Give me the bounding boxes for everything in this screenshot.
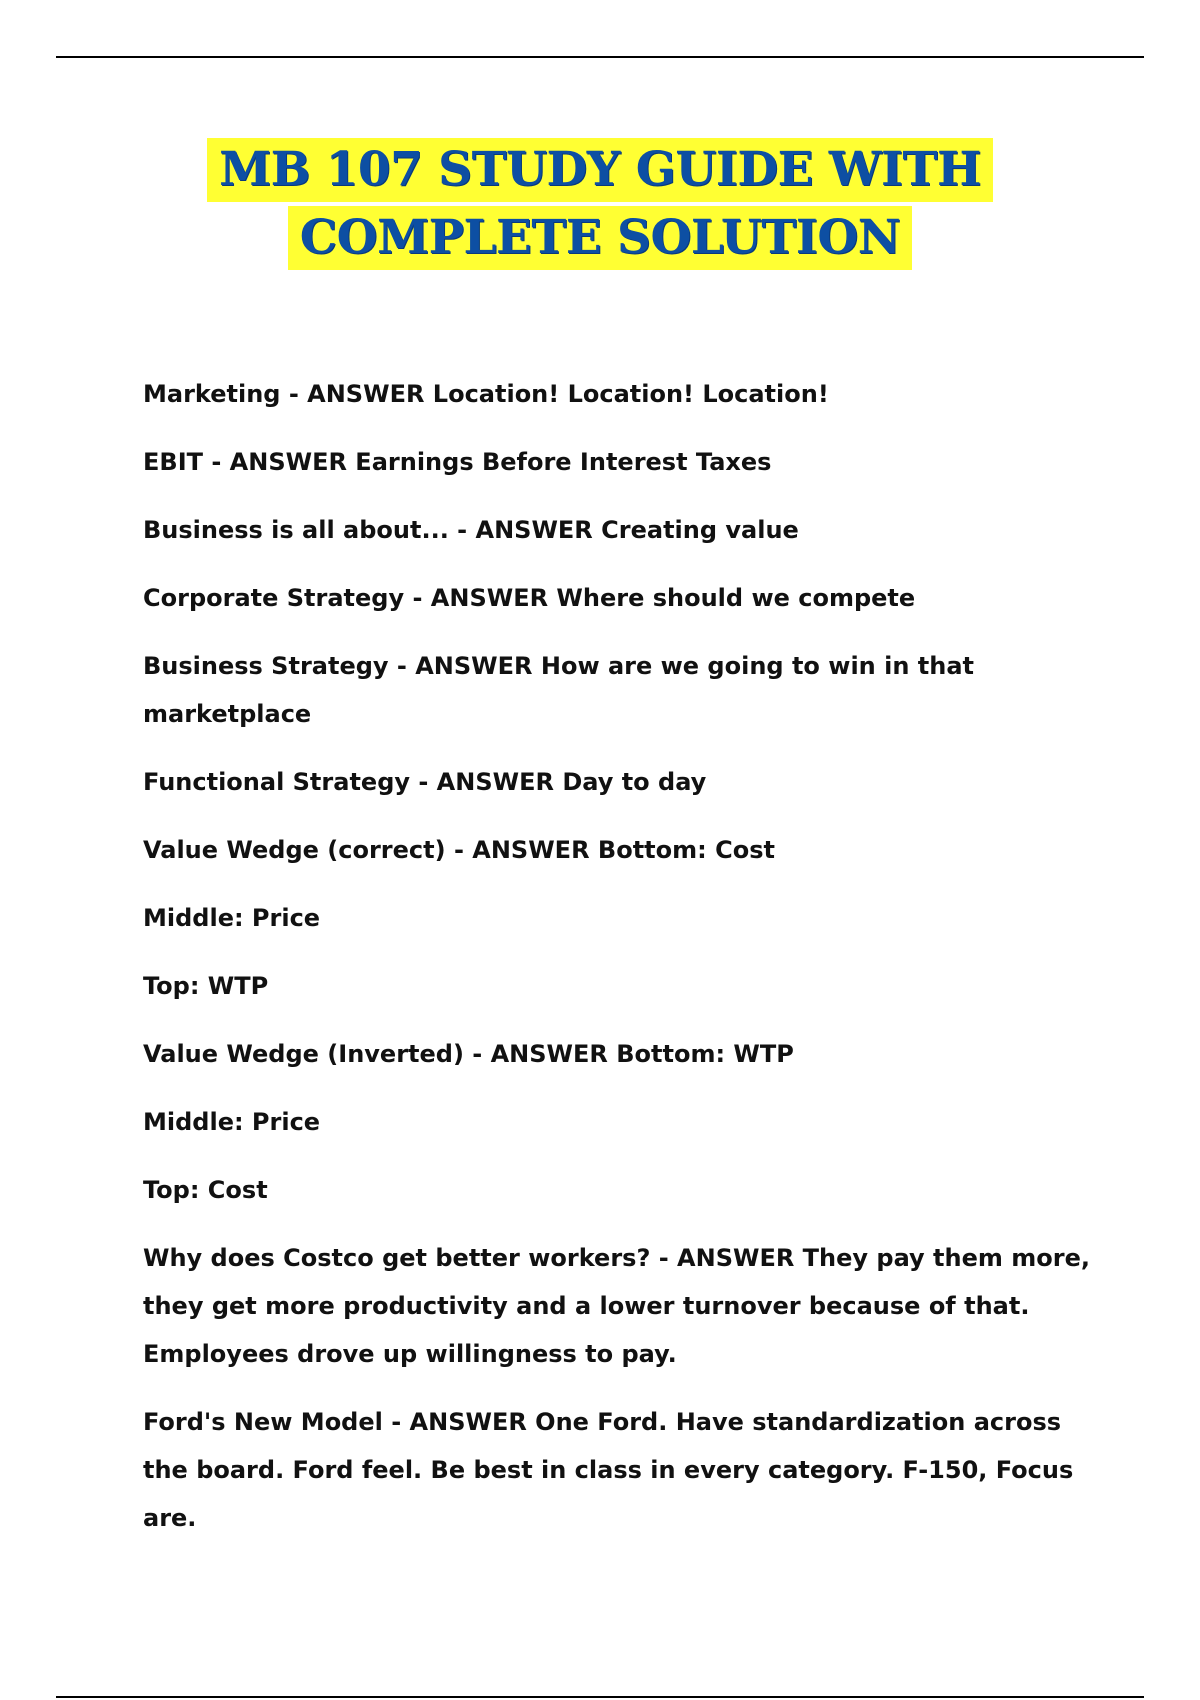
qa-item: Marketing - ANSWER Location! Location! Location! — [143, 380, 829, 408]
document-title — [0, 138, 1200, 270]
qa-item: Top: Cost — [143, 1176, 268, 1204]
qa-item: Functional Strategy - ANSWER Day to day — [143, 768, 707, 796]
qa-item: Middle: Price — [143, 1108, 321, 1136]
qa-item: Top: WTP — [143, 972, 269, 1000]
qa-item: Business is all about... - ANSWER Creating value — [143, 516, 799, 544]
document-body — [143, 370, 1103, 1562]
qa-item: Ford's New Model - ANSWER One Ford. Have standardization across the board. Ford feel. Be best in class in every category. F-150, Focus are. — [143, 1408, 1074, 1532]
qa-item: Value Wedge (Inverted) - ANSWER Bottom: WTP — [143, 1040, 794, 1068]
qa-item: Why does Costco get better workers? - ANSWER They pay them more, they get more productivity and a lower turnover because of that. Employees drove up willingness to pay. — [143, 1244, 1090, 1368]
footer-rule — [56, 1696, 1144, 1698]
title-line-2: COMPLETE SOLUTION — [288, 206, 912, 270]
qa-item: Value Wedge (correct) - ANSWER Bottom: Cost — [143, 836, 775, 864]
qa-item: Corporate Strategy - ANSWER Where should we compete — [143, 584, 916, 612]
title-line-1: MB 107 STUDY GUIDE WITH — [207, 138, 993, 202]
header-rule — [56, 56, 1144, 58]
qa-item: Middle: Price — [143, 904, 321, 932]
qa-item: Business Strategy - ANSWER How are we going to win in that marketplace — [143, 652, 974, 728]
qa-item: EBIT - ANSWER Earnings Before Interest Taxes — [143, 448, 772, 476]
